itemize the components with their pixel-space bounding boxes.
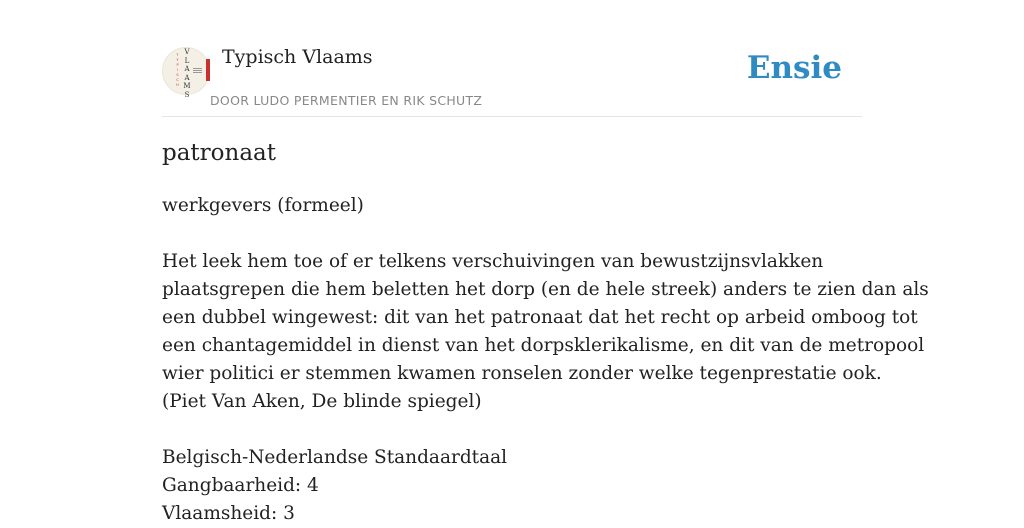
- avatar-red-lettering: T Y P I S C H: [176, 53, 179, 87]
- quote-source: (Piet Van Aken, De blinde spiegel): [162, 391, 482, 412]
- spacer: [162, 416, 862, 444]
- page-container: [162, 0, 929, 524]
- spacer: [162, 220, 862, 248]
- entry-meta: [162, 444, 862, 528]
- author-line: DOOR LUDO PERMENTIER EN RIK SCHUTZ: [210, 93, 483, 108]
- entry-word: patronaat: [162, 140, 277, 166]
- gangbaarheid-label: Gangbaarheid: 4: [162, 475, 319, 496]
- avatar-accent-bar: [206, 59, 210, 81]
- quote-line: plaatsgrepen die hem beletten het dorp (en de hele streek) anders te zien dan als: [162, 279, 929, 300]
- avatar[interactable]: [162, 47, 210, 99]
- quote-line: een dubbel wingewest: dit van het patronaat dat het recht op arbeid omboog tot: [162, 307, 918, 328]
- register-label: Belgisch-Nederlandse Standaardtaal: [162, 447, 508, 468]
- vlaamsheid-label: Vlaamsheid: 3: [162, 503, 295, 524]
- entry-quote: [162, 248, 929, 416]
- avatar-lettering: V L A A M S: [183, 48, 191, 99]
- avatar-decoration: [193, 68, 202, 69]
- quote-line: Het leek hem toe of er telkens verschuivingen van bewustzijnsvlakken: [162, 251, 824, 272]
- quote-line: wier politici er stemmen kwamen ronselen zonder welke tegenprestatie ook.: [162, 363, 882, 384]
- brand-logo-link[interactable]: Ensie: [746, 50, 842, 86]
- header: [162, 0, 862, 117]
- entry-content: [162, 192, 929, 528]
- entry-definition: werkgevers (formeel): [162, 195, 364, 216]
- user-name-link[interactable]: Typisch Vlaams: [222, 46, 373, 68]
- quote-line: een chantagemiddel in dienst van het dorpsklerikalisme, en dit van de metropool: [162, 335, 925, 356]
